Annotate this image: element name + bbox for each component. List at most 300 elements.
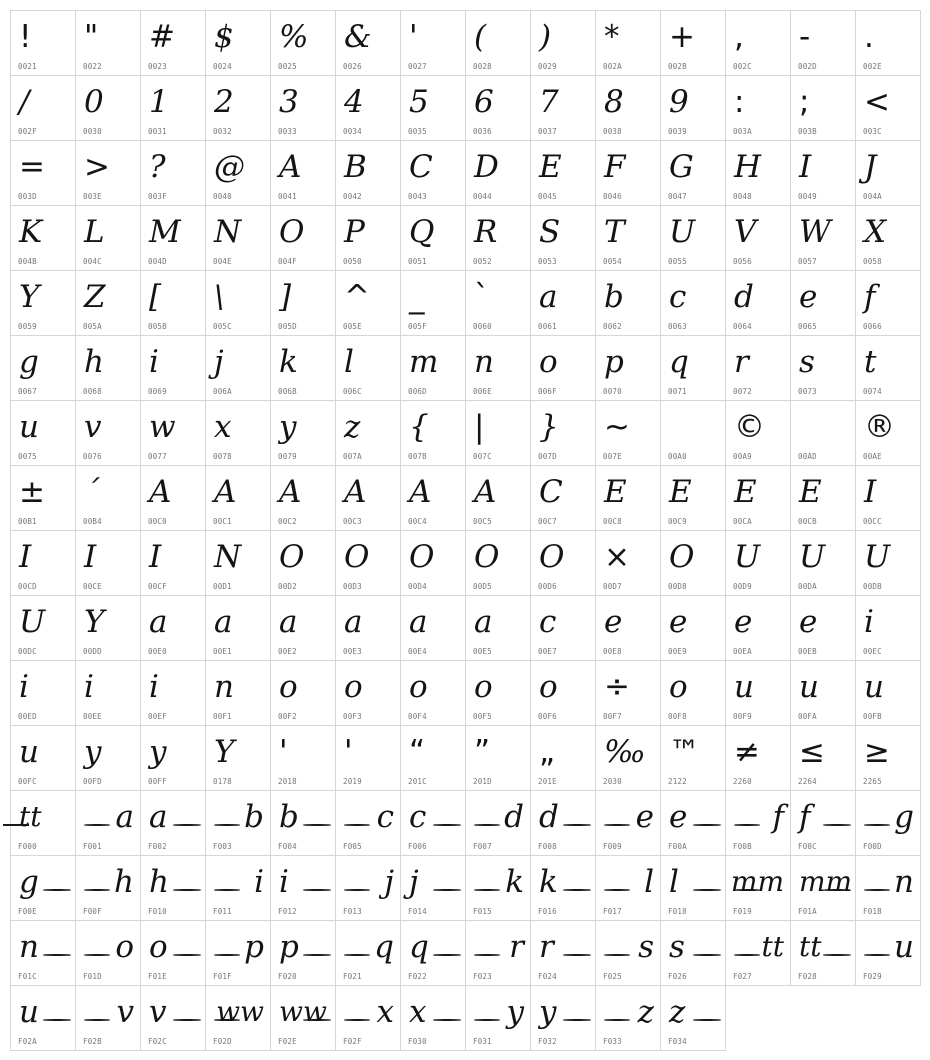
glyph-sample: ≠ <box>734 734 760 770</box>
glyph-codepoint: 0079 <box>278 452 297 461</box>
glyph-sample: a <box>149 799 168 835</box>
glyph-sample: S <box>539 214 561 250</box>
glyph-cell <box>726 76 791 141</box>
glyph-cell <box>336 271 401 336</box>
glyph-sample: 5 <box>409 84 429 120</box>
glyph-sample: J <box>864 149 877 185</box>
glyph-codepoint: 00E3 <box>343 647 362 656</box>
glyph-cell <box>206 791 271 856</box>
glyph-sample: , <box>734 19 744 55</box>
glyph-codepoint: F00D <box>863 842 882 851</box>
glyph-codepoint: 0078 <box>213 452 232 461</box>
glyph-sample: P <box>344 214 365 250</box>
glyph-cell <box>661 206 726 271</box>
glyph-codepoint: 0047 <box>668 192 687 201</box>
glyph-codepoint: F014 <box>408 907 427 916</box>
glyph-cell <box>466 11 531 76</box>
glyph-sample: o <box>669 669 688 705</box>
glyph-sample: [ <box>149 279 162 315</box>
glyph-cell <box>76 921 141 986</box>
glyph-sample: ´ <box>84 474 100 510</box>
glyph-sample: x <box>409 994 427 1030</box>
glyph-sample: C <box>409 149 433 185</box>
glyph-sample: z <box>344 409 361 445</box>
glyph-cell <box>661 11 726 76</box>
glyph-cell <box>791 271 856 336</box>
glyph-codepoint: 2018 <box>278 777 297 786</box>
glyph-sample: a <box>214 604 233 640</box>
glyph-cell <box>401 206 466 271</box>
glyph-cell <box>531 856 596 921</box>
glyph-codepoint: 0038 <box>603 127 622 136</box>
glyph-sample: R <box>474 214 498 250</box>
glyph-cell <box>466 791 531 856</box>
glyph-cell <box>856 141 921 206</box>
glyph-cell <box>791 856 856 921</box>
glyph-sample: T <box>604 214 625 250</box>
glyph-sample: ” <box>474 734 491 770</box>
glyph-sample: × <box>604 539 630 575</box>
glyph-cell <box>596 726 661 791</box>
glyph-cell <box>11 791 76 856</box>
glyph-sample: A <box>409 474 432 510</box>
glyph-cell <box>271 856 336 921</box>
glyph-codepoint: 00CD <box>18 582 37 591</box>
glyph-codepoint: 00D8 <box>668 582 687 591</box>
glyph-sample: b <box>279 799 299 835</box>
glyph-sample: o <box>344 669 363 705</box>
glyph-codepoint: F031 <box>473 1037 492 1046</box>
glyph-codepoint: 0041 <box>278 192 297 201</box>
glyph-sample: s <box>638 929 654 965</box>
glyph-codepoint: 0033 <box>278 127 297 136</box>
glyph-sample: u <box>19 409 39 445</box>
glyph-codepoint: F01D <box>83 972 102 981</box>
glyph-sample: q <box>409 929 429 965</box>
glyph-cell <box>271 986 336 1051</box>
glyph-sample: o <box>149 929 168 965</box>
glyph-sample: I <box>84 539 97 575</box>
glyph-codepoint: 00FB <box>863 712 882 721</box>
glyph-cell <box>141 661 206 726</box>
glyph-sample: y <box>149 734 167 770</box>
glyph-codepoint: 002C <box>733 62 752 71</box>
glyph-codepoint: 0072 <box>733 387 752 396</box>
glyph-sample: L <box>84 214 105 250</box>
glyph-sample: ' <box>279 734 288 770</box>
glyph-sample: k <box>279 344 298 380</box>
glyph-sample: ; <box>799 84 810 120</box>
glyph-sample: t <box>864 344 877 380</box>
glyph-sample: 8 <box>604 84 624 120</box>
glyph-cell <box>76 271 141 336</box>
glyph-codepoint: 0031 <box>148 127 167 136</box>
glyph-sample: tt <box>761 930 784 963</box>
glyph-cell <box>401 141 466 206</box>
glyph-sample: „ <box>539 734 556 770</box>
glyph-codepoint: 00F7 <box>603 712 622 721</box>
glyph-cell <box>596 596 661 661</box>
glyph-codepoint: 0029 <box>538 62 557 71</box>
glyph-codepoint: F027 <box>733 972 752 981</box>
glyph-cell <box>206 531 271 596</box>
glyph-codepoint: 00D5 <box>473 582 492 591</box>
glyph-cell <box>791 921 856 986</box>
glyph-codepoint: 0056 <box>733 257 752 266</box>
glyph-codepoint: 2030 <box>603 777 622 786</box>
glyph-cell <box>466 856 531 921</box>
glyph-codepoint: F00F <box>83 907 102 916</box>
glyph-cell <box>856 921 921 986</box>
glyph-cell <box>206 596 271 661</box>
glyph-codepoint: F026 <box>668 972 687 981</box>
glyph-sample: Y <box>19 279 40 315</box>
glyph-cell <box>661 76 726 141</box>
glyph-cell <box>336 141 401 206</box>
glyph-sample: O <box>344 539 370 575</box>
glyph-sample: f <box>772 799 784 835</box>
glyph-codepoint: F032 <box>538 1037 557 1046</box>
glyph-codepoint: 00C1 <box>213 517 232 526</box>
glyph-sample: z <box>637 994 654 1030</box>
glyph-cell <box>791 11 856 76</box>
glyph-cell <box>596 856 661 921</box>
glyph-codepoint: 00DD <box>83 647 102 656</box>
glyph-cell <box>856 271 921 336</box>
glyph-codepoint: 00CF <box>148 582 167 591</box>
glyph-sample: $ <box>214 19 234 55</box>
glyph-sample: I <box>19 539 32 575</box>
glyph-cell <box>206 336 271 401</box>
glyph-cell <box>531 206 596 271</box>
glyph-codepoint: F02E <box>278 1037 297 1046</box>
glyph-cell <box>141 986 206 1051</box>
glyph-codepoint: 0055 <box>668 257 687 266</box>
glyph-sample: i <box>149 669 159 705</box>
glyph-codepoint: 00F3 <box>343 712 362 721</box>
glyph-codepoint: F00E <box>18 907 37 916</box>
glyph-cell <box>856 11 921 76</box>
glyph-sample: v <box>84 409 102 445</box>
glyph-codepoint: 0050 <box>343 257 362 266</box>
glyph-codepoint: F029 <box>863 972 882 981</box>
glyph-codepoint: 0045 <box>538 192 557 201</box>
glyph-codepoint: 0060 <box>473 322 492 331</box>
glyph-sample: > <box>84 149 110 185</box>
glyph-sample: - <box>799 19 811 55</box>
glyph-sample: H <box>734 149 762 185</box>
glyph-codepoint: 00DC <box>18 647 37 656</box>
glyph-sample: K <box>19 214 43 250</box>
glyph-codepoint: 0030 <box>83 127 102 136</box>
glyph-sample: ÷ <box>604 669 630 705</box>
glyph-codepoint: F00C <box>798 842 817 851</box>
glyph-codepoint: 002A <box>603 62 622 71</box>
glyph-codepoint: 007E <box>603 452 622 461</box>
glyph-cell <box>791 661 856 726</box>
glyph-codepoint: 00CC <box>863 517 882 526</box>
glyph-sample: tt <box>19 800 42 833</box>
glyph-codepoint: 00DB <box>863 582 882 591</box>
glyph-cell <box>336 921 401 986</box>
glyph-cell <box>401 921 466 986</box>
glyph-sample: i <box>149 344 159 380</box>
glyph-cell <box>76 856 141 921</box>
glyph-sample: p <box>279 929 299 965</box>
glyph-cell <box>726 726 791 791</box>
glyph-sample: U <box>864 539 891 575</box>
glyph-cell <box>336 336 401 401</box>
glyph-cell <box>401 271 466 336</box>
glyph-codepoint: 0062 <box>603 322 622 331</box>
glyph-cell <box>271 726 336 791</box>
glyph-codepoint: 0070 <box>603 387 622 396</box>
glyph-codepoint: F02F <box>343 1037 362 1046</box>
glyph-cell <box>11 726 76 791</box>
glyph-sample: e <box>669 799 688 835</box>
glyph-codepoint: 0058 <box>863 257 882 266</box>
glyph-cell <box>141 141 206 206</box>
glyph-sample: i <box>279 864 289 900</box>
glyph-codepoint: 0059 <box>18 322 37 331</box>
glyph-codepoint: F024 <box>538 972 557 981</box>
glyph-codepoint: F025 <box>603 972 622 981</box>
glyph-codepoint: 00F8 <box>668 712 687 721</box>
glyph-sample: N <box>214 539 242 575</box>
glyph-sample: ' <box>344 734 353 770</box>
glyph-sample: g <box>19 344 39 380</box>
glyph-cell <box>206 661 271 726</box>
glyph-sample: | <box>474 409 485 445</box>
glyph-sample: o <box>409 669 428 705</box>
glyph-codepoint: 0035 <box>408 127 427 136</box>
glyph-sample: o <box>474 669 493 705</box>
glyph-cell <box>11 206 76 271</box>
glyph-codepoint: 00D7 <box>603 582 622 591</box>
glyph-cell <box>466 921 531 986</box>
glyph-cell <box>531 596 596 661</box>
glyph-cell <box>531 141 596 206</box>
glyph-sample: u <box>19 994 39 1030</box>
glyph-codepoint: 00FD <box>83 777 102 786</box>
glyph-codepoint: 004F <box>278 257 297 266</box>
glyph-codepoint: 201C <box>408 777 427 786</box>
glyph-codepoint: 00C5 <box>473 517 492 526</box>
glyph-cell <box>401 986 466 1051</box>
glyph-sample: B <box>344 149 367 185</box>
glyph-cell <box>11 466 76 531</box>
glyph-codepoint: 00E7 <box>538 647 557 656</box>
glyph-sample: { <box>409 409 429 445</box>
glyph-sample: 9 <box>669 84 689 120</box>
glyph-cell <box>141 271 206 336</box>
glyph-codepoint: 00EF <box>148 712 167 721</box>
glyph-cell <box>531 726 596 791</box>
glyph-cell <box>271 466 336 531</box>
glyph-sample: l <box>644 864 654 900</box>
glyph-codepoint: F008 <box>538 842 557 851</box>
glyph-cell <box>336 76 401 141</box>
glyph-codepoint: F010 <box>148 907 167 916</box>
glyph-codepoint: 00C2 <box>278 517 297 526</box>
glyph-sample: “ <box>409 734 426 770</box>
glyph-cell <box>271 271 336 336</box>
glyph-sample: G <box>669 149 694 185</box>
glyph-codepoint: 0073 <box>798 387 817 396</box>
glyph-cell <box>466 76 531 141</box>
glyph-codepoint: 0022 <box>83 62 102 71</box>
glyph-cell <box>856 661 921 726</box>
glyph-cell <box>11 76 76 141</box>
glyph-codepoint: F015 <box>473 907 492 916</box>
glyph-cell <box>661 271 726 336</box>
glyph-codepoint: F003 <box>213 842 232 851</box>
glyph-sample: \ <box>214 279 225 315</box>
glyph-sample: i <box>19 669 29 705</box>
glyph-codepoint: 0064 <box>733 322 752 331</box>
glyph-cell <box>11 921 76 986</box>
glyph-codepoint: 00F6 <box>538 712 557 721</box>
glyph-cell <box>271 401 336 466</box>
glyph-cell <box>661 921 726 986</box>
glyph-sample: A <box>279 474 302 510</box>
glyph-codepoint: 004E <box>213 257 232 266</box>
glyph-sample: c <box>376 799 394 835</box>
glyph-sample: e <box>604 604 623 640</box>
glyph-codepoint: 00D4 <box>408 582 427 591</box>
glyph-cell <box>791 726 856 791</box>
glyph-codepoint: 0061 <box>538 322 557 331</box>
glyph-codepoint: 0024 <box>213 62 232 71</box>
glyph-cell <box>531 986 596 1051</box>
glyph-sample: k <box>539 864 558 900</box>
glyph-sample: } <box>539 409 559 445</box>
glyph-sample: Y <box>214 734 235 770</box>
glyph-codepoint: F018 <box>668 907 687 916</box>
glyph-sample: j <box>384 864 394 900</box>
glyph-codepoint: 0026 <box>343 62 362 71</box>
glyph-codepoint: 2019 <box>343 777 362 786</box>
glyph-sample: c <box>669 279 687 315</box>
glyph-cell <box>726 141 791 206</box>
glyph-cell <box>271 336 336 401</box>
glyph-cell <box>661 531 726 596</box>
glyph-codepoint: F005 <box>343 842 362 851</box>
glyph-sample: b <box>604 279 624 315</box>
glyph-codepoint: F022 <box>408 972 427 981</box>
glyph-cell <box>141 336 206 401</box>
glyph-cell <box>11 11 76 76</box>
glyph-codepoint: 0043 <box>408 192 427 201</box>
glyph-codepoint: 0044 <box>473 192 492 201</box>
glyph-cell <box>596 466 661 531</box>
glyph-sample: g <box>19 864 39 900</box>
glyph-codepoint: 00FA <box>798 712 817 721</box>
glyph-cell <box>596 76 661 141</box>
glyph-codepoint: F013 <box>343 907 362 916</box>
glyph-sample: A <box>474 474 497 510</box>
glyph-sample: ? <box>149 149 166 185</box>
glyph-codepoint: F02C <box>148 1037 167 1046</box>
glyph-cell <box>401 791 466 856</box>
glyph-sample: a <box>115 799 134 835</box>
glyph-cell <box>726 466 791 531</box>
glyph-sample: ^ <box>344 279 370 315</box>
glyph-codepoint: 201D <box>473 777 492 786</box>
glyph-cell <box>726 531 791 596</box>
glyph-sample: _ <box>409 279 425 315</box>
glyph-cell <box>206 986 271 1051</box>
glyph-codepoint: F02A <box>18 1037 37 1046</box>
glyph-codepoint: F017 <box>603 907 622 916</box>
glyph-sample: O <box>539 539 565 575</box>
glyph-sample: ® <box>864 409 895 445</box>
glyph-codepoint: 00CB <box>798 517 817 526</box>
glyph-sample: % <box>279 19 309 55</box>
glyph-sample: © <box>734 409 765 445</box>
glyph-cell <box>206 11 271 76</box>
glyph-sample: n <box>19 929 39 965</box>
glyph-cell <box>596 271 661 336</box>
glyph-cell <box>791 791 856 856</box>
glyph-codepoint: 0052 <box>473 257 492 266</box>
glyph-codepoint: 00F4 <box>408 712 427 721</box>
glyph-codepoint: 003E <box>83 192 102 201</box>
glyph-sample: y <box>506 994 524 1030</box>
glyph-codepoint: 003C <box>863 127 882 136</box>
glyph-cell <box>206 856 271 921</box>
glyph-codepoint: 2265 <box>863 777 882 786</box>
glyph-cell <box>401 401 466 466</box>
glyph-cell <box>271 596 336 661</box>
glyph-codepoint: 0025 <box>278 62 297 71</box>
glyph-sample: h <box>84 344 104 380</box>
glyph-codepoint: 0065 <box>798 322 817 331</box>
glyph-codepoint: F019 <box>733 907 752 916</box>
glyph-codepoint: 0054 <box>603 257 622 266</box>
glyph-sample: ≥ <box>864 734 890 770</box>
glyph-cell <box>531 271 596 336</box>
glyph-sample: C <box>539 474 563 510</box>
glyph-codepoint: 0075 <box>18 452 37 461</box>
glyph-sample: ~ <box>604 409 630 445</box>
glyph-codepoint: 005F <box>408 322 427 331</box>
glyph-codepoint: F01F <box>213 972 232 981</box>
glyph-codepoint: 006C <box>343 387 362 396</box>
glyph-codepoint: F004 <box>278 842 297 851</box>
glyph-sample: U <box>19 604 46 640</box>
glyph-sample: u <box>734 669 754 705</box>
glyph-codepoint: 00E2 <box>278 647 297 656</box>
glyph-cell <box>661 141 726 206</box>
glyph-cell <box>11 661 76 726</box>
glyph-codepoint: 0037 <box>538 127 557 136</box>
glyph-cell <box>271 791 336 856</box>
glyph-codepoint: 0040 <box>213 192 232 201</box>
glyph-codepoint: 00EC <box>863 647 882 656</box>
glyph-codepoint: 006A <box>213 387 232 396</box>
glyph-codepoint: F007 <box>473 842 492 851</box>
glyph-codepoint: 0048 <box>733 192 752 201</box>
glyph-cell <box>596 531 661 596</box>
glyph-cell <box>141 921 206 986</box>
glyph-codepoint: 005D <box>278 322 297 331</box>
glyph-sample: U <box>799 539 826 575</box>
glyph-cell <box>791 531 856 596</box>
glyph-cell <box>661 856 726 921</box>
glyph-codepoint: F009 <box>603 842 622 851</box>
glyph-codepoint: 004A <box>863 192 882 201</box>
